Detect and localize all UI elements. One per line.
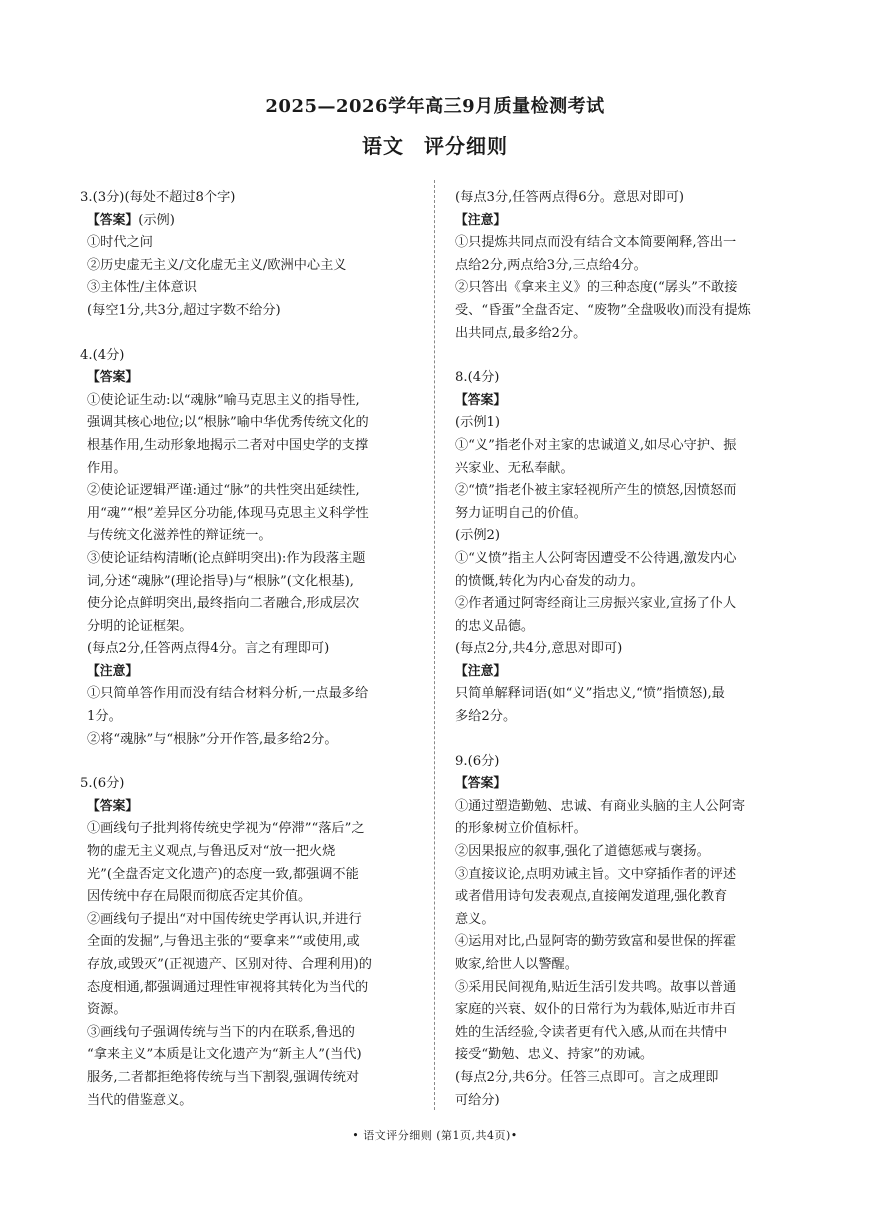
note-line: 受、“昏蛋”全盘否定、“废物”全盘吸收)而没有提炼 (455, 302, 751, 318)
page-footer: • 语文评分细则 (第1页,共4页)• (352, 1129, 518, 1142)
answer-line: 的忠义品德。 (455, 618, 535, 634)
note-line: ②只答出《拿来主义》的三种态度(“孱头”不敢接 (455, 280, 738, 296)
answer-line: ⑤采用民间视角,贴近生活引发共鸣。故事以普通 (455, 979, 737, 995)
answer-line: ②历史虚无主义/文化虚无主义/欧洲中心主义 (87, 257, 347, 273)
answer-line: 根基作用,生动形象地揭示二者对中国史学的支撑 (87, 437, 369, 453)
scoring-line: (每点2分,共4分,意思对即可) (455, 641, 623, 657)
answer-line: 当代的借鉴意义。 (87, 1092, 193, 1108)
question-9 (455, 751, 791, 1113)
answer-line: 作用。 (87, 460, 127, 476)
answer-line: 家庭的兴衰、奴仆的日常行为为载体,贴近市井百 (455, 1002, 737, 1018)
question-3 (80, 187, 426, 323)
answer-line: ③使论证结构清晰(论点鲜明突出):作为段落主题 (87, 550, 366, 566)
answer-line: 用“魂”“根”差异区分功能,体现马克思主义科学性 (87, 505, 369, 521)
answer-line: 兴家业、无私奉献。 (455, 460, 574, 476)
question-8 (455, 367, 791, 729)
answer-line: 使分论点鲜明突出,最终指向二者融合,形成层次 (87, 596, 360, 612)
note-tag: 【注意】 (455, 212, 507, 228)
answer-line: 接受“勤勉、忠义、持家”的劝诫。 (455, 1047, 654, 1063)
answer-line: 与传统文化滋养性的辩证统一。 (87, 528, 272, 544)
scoring-line: (每空1分,共3分,超过字数不给分) (87, 302, 281, 318)
note-line: ①只提炼共同点而没有结合文本简要阐释,答出一 (455, 235, 737, 251)
note-tag: 【注意】 (455, 663, 507, 679)
answer-line: 或者借用诗句发表观点,直接阐发道理,强化教育 (455, 889, 728, 905)
answer-line: ①“义”指老仆对主家的忠诚道义,如尽心守护、振 (455, 437, 737, 453)
note-line: ②将“魂脉”与“根脉”分开作答,最多给2分。 (87, 731, 338, 747)
answer-line: 败家,给世人以警醒。 (455, 957, 578, 972)
answer-line: 强调其核心地位;以“根脉”喻中华优秀传统文化的 (87, 415, 369, 431)
answer-line: 态度相通,都强调通过理性审视将其转化为当代的 (87, 979, 369, 995)
note-line: ①只简单答作用而没有结合材料分析,一点最多给 (87, 686, 369, 702)
answer-line: 光”(全盘否定文化遗产)的态度一致,都强调不能 (87, 866, 359, 882)
answer-line: 全面的发掘”,与鲁迅主张的“要拿来”“或使用,或 (87, 934, 360, 950)
question-head: 8.(4分) (455, 370, 500, 386)
note-line: 点给2分,两点给3分,三点给4分。 (455, 257, 647, 273)
answer-line: ①时代之问 (87, 235, 153, 251)
note-line: 多给2分。 (455, 709, 517, 725)
note-tag: 【注意】 (87, 663, 139, 679)
answer-line: ②因果报应的叙事,强化了道德惩戒与褒扬。 (455, 844, 710, 860)
answer-line: ②画线句子提出“对中国传统史学再认识,并进行 (87, 911, 362, 927)
answer-line: 努力证明自己的价值。 (455, 505, 587, 521)
question-head: 9.(6分) (455, 753, 500, 769)
answer-line: 服务,二者都拒绝将传统与当下割裂,强调传统对 (87, 1069, 360, 1085)
right-column (455, 187, 791, 1112)
answer-line: 物的虚无主义观点,与鲁迅反对“放一把火烧 (87, 844, 336, 860)
answer-line: 的愤慨,转化为内心奋发的动力。 (455, 573, 644, 589)
note-line: 出共同点,最多给2分。 (455, 325, 587, 341)
answer-tag: 【答案】 (87, 212, 139, 228)
answer-line: 存放,或毁灭”(正视遗产、区别对待、合理利用)的 (87, 957, 372, 972)
answer-line: 因传统中存在局限而彻底否定其价值。 (87, 889, 312, 905)
answer-note: (示例) (138, 212, 175, 228)
answer-line: ①画线句子批判将传统史学视为“停滞”“落后”之 (87, 821, 365, 837)
question-5-continued (455, 187, 791, 345)
example-label: (示例1) (455, 415, 501, 431)
answer-tag: 【答案】 (87, 370, 139, 386)
question-head: 3.(3分)(每处不超过8个字) (80, 190, 236, 205)
answer-line: ①通过塑造勤勉、忠诚、有商业头脑的主人公阿寄 (455, 798, 746, 814)
question-5 (80, 773, 426, 1112)
scoring-line: (每点3分,任答两点得6分。意思对即可) (455, 190, 685, 205)
answer-line: ①“义愤”指主人公阿寄因遭受不公待遇,激发内心 (455, 550, 737, 566)
answer-tag: 【答案】 (455, 776, 507, 792)
answer-line: 意义。 (455, 911, 495, 927)
page-subtitle (0, 130, 870, 159)
answer-line: 词,分述“魂脉”(理论指导)与“根脉”(文化根基), (87, 573, 354, 589)
answer-line: 资源。 (87, 1002, 127, 1018)
answer-line: ④运用对比,凸显阿寄的勤劳致富和晏世保的挥霍 (455, 934, 737, 950)
answer-line: ③主体性/主体意识 (87, 280, 197, 296)
answer-line: ②使论证逻辑严谨:通过“脉”的共性突出延续性, (87, 483, 360, 499)
page-title: 2025—2026学年高三9月质量检测考试 (265, 96, 605, 117)
answer-line: ②作者通过阿寄经商让三房振兴家业,宣扬了仆人 (455, 596, 737, 612)
scoring-line: 可给分) (455, 1092, 500, 1108)
subtitle-detail: 评分细则 (424, 134, 508, 158)
answer-tag: 【答案】 (87, 798, 139, 814)
question-4 (80, 345, 426, 752)
answer-line: 姓的生活经验,令读者更有代入感,从而在共情中 (455, 1024, 728, 1040)
question-head: 5.(6分) (80, 776, 125, 792)
scoring-line: (每点2分,任答两点得4分。言之有理即可) (87, 641, 330, 657)
answer-line: 的形象树立价值标杆。 (455, 821, 587, 837)
answer-tag: 【答案】 (455, 392, 507, 408)
answer-line: ②“愤”指老仆被主家轻视所产生的愤怒,因愤怒而 (455, 483, 737, 499)
answer-line: ①使论证生动:以“魂脉”喻马克思主义的指导性, (87, 392, 360, 408)
subject-label: 语文 (362, 134, 404, 158)
column-divider (434, 180, 435, 1110)
answer-line: ③画线句子强调传统与当下的内在联系,鲁迅的 (87, 1024, 355, 1040)
left-column (80, 187, 426, 1112)
answer-line: 分明的论证框架。 (87, 618, 193, 634)
answer-line: ③直接议论,点明劝诫主旨。文中穿插作者的评述 (455, 866, 737, 882)
example-label: (示例2) (455, 528, 501, 544)
note-line: 1分。 (87, 709, 122, 725)
answer-line: “拿来主义”本质是让文化遗产为“新主人”(当代) (87, 1047, 362, 1063)
question-head: 4.(4分) (80, 347, 125, 363)
note-line: 只简单解释词语(如“义”指忠义,“愤”指愤怒),最 (455, 686, 725, 702)
scoring-line: (每点2分,共6分。任答三点即可。言之成理即 (455, 1069, 719, 1085)
